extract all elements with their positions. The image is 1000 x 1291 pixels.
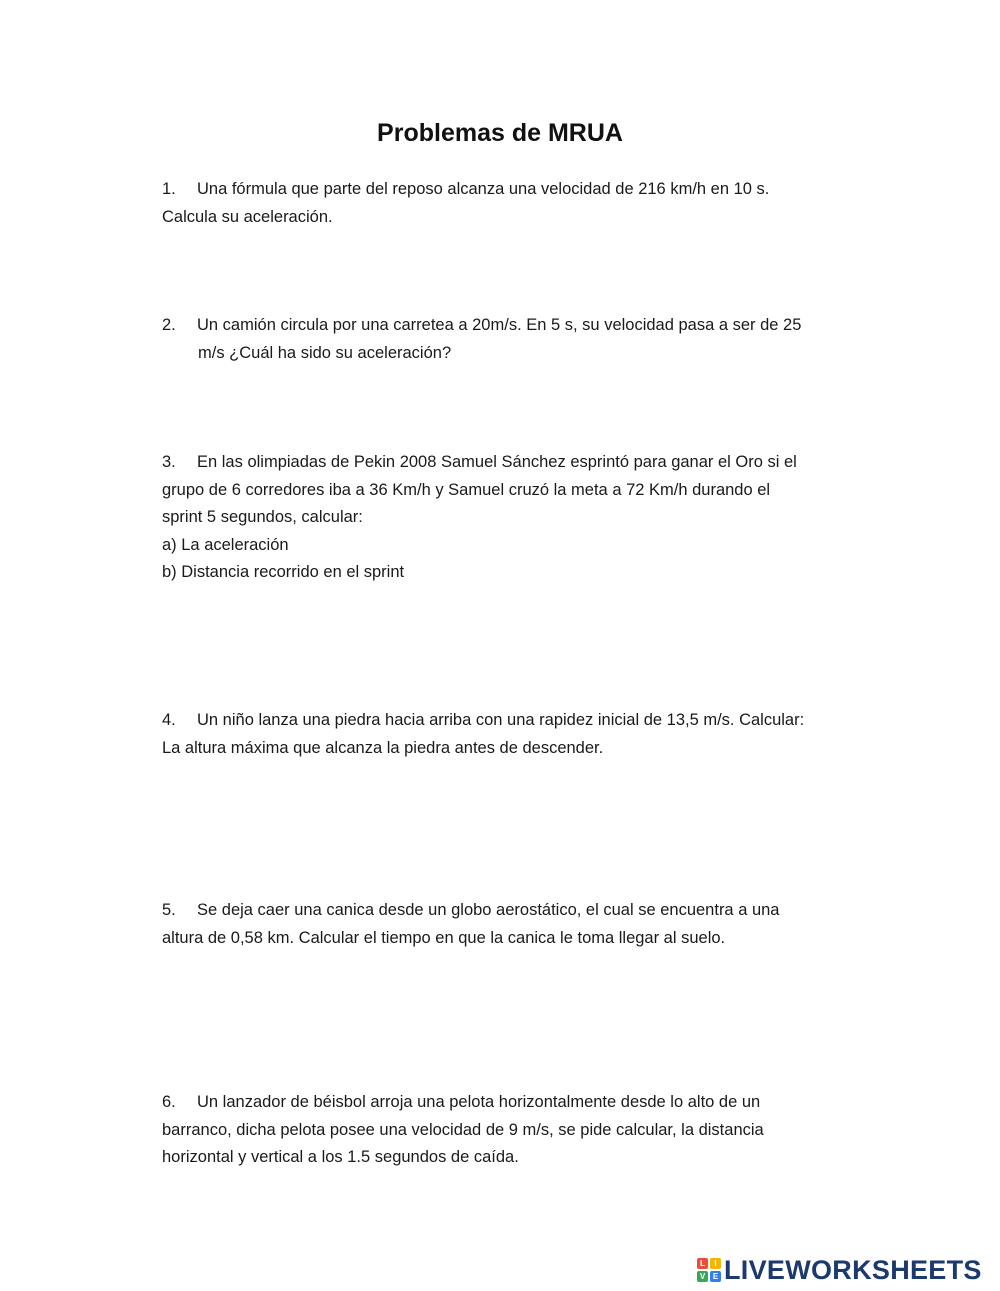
problem-line: Calcula su aceleración.: [162, 207, 333, 226]
problem-3: [162, 449, 862, 587]
logo-letter-i: I: [710, 1258, 721, 1269]
problem-line: 4. Un niño lanza una piedra hacia arriba con una rapidez inicial de 13,5 m/s. Calcular:: [162, 707, 862, 735]
logo-letter-l: L: [697, 1258, 708, 1269]
problem-subitem-a: a) La aceleración: [162, 535, 289, 554]
problem-5: [162, 897, 862, 952]
logo-wordmark: LIVEWORKSHEETS: [724, 1255, 982, 1285]
problem-number: 4.: [162, 711, 176, 729]
problem-2: [162, 312, 862, 367]
problem-line: m/s ¿Cuál ha sido su aceleración?: [198, 343, 452, 362]
problem-line: horizontal y vertical a los 1.5 segundos de caída.: [162, 1148, 519, 1166]
logo-letter-v: V: [697, 1271, 708, 1282]
problem-number: 2.: [162, 316, 176, 334]
problem-number: 6.: [162, 1093, 176, 1111]
problem-1: [162, 176, 862, 231]
problem-line: 5. Se deja caer una canica desde un globo aerostático, el cual se encuentra a una: [162, 897, 862, 925]
problem-line: 3. En las olimpiadas de Pekin 2008 Samuel Sánchez esprintó para ganar el Oro si el: [162, 449, 862, 477]
problem-line: barranco, dicha pelota posee una velocidad de 9 m/s, se pide calcular, la distancia: [162, 1120, 764, 1139]
problem-line: 6. Un lanzador de béisbol arroja una pelota horizontalmente desde lo alto de un: [162, 1089, 862, 1117]
problem-number: 5.: [162, 901, 176, 919]
page-title: Problemas de MRUA: [377, 119, 623, 147]
problem-line: 2. Un camión circula por una carretea a 20m/s. En 5 s, su velocidad pasa a ser de 25: [162, 312, 862, 340]
problem-number: 3.: [162, 453, 176, 471]
logo-mark-icon: [697, 1258, 721, 1282]
problem-6: [162, 1089, 862, 1172]
liveworksheets-logo[interactable]: [697, 1253, 982, 1287]
problem-line: La altura máxima que alcanza la piedra antes de descender.: [162, 738, 604, 757]
problem-subitem-b: b) Distancia recorrido en el sprint: [162, 563, 405, 581]
logo-letter-e: E: [710, 1271, 721, 1282]
problem-line: grupo de 6 corredores iba a 36 Km/h y Samuel cruzó la meta a 72 Km/h durando el: [162, 480, 771, 499]
problem-4: [162, 707, 862, 762]
problem-line: altura de 0,58 km. Calcular el tiempo en que la canica le toma llegar al suelo.: [162, 928, 726, 947]
problem-number: 1.: [162, 180, 176, 198]
problem-line: 1. Una fórmula que parte del reposo alcanza una velocidad de 216 km/h en 10 s.: [162, 176, 862, 204]
problem-line: sprint 5 segundos, calcular:: [162, 508, 363, 526]
